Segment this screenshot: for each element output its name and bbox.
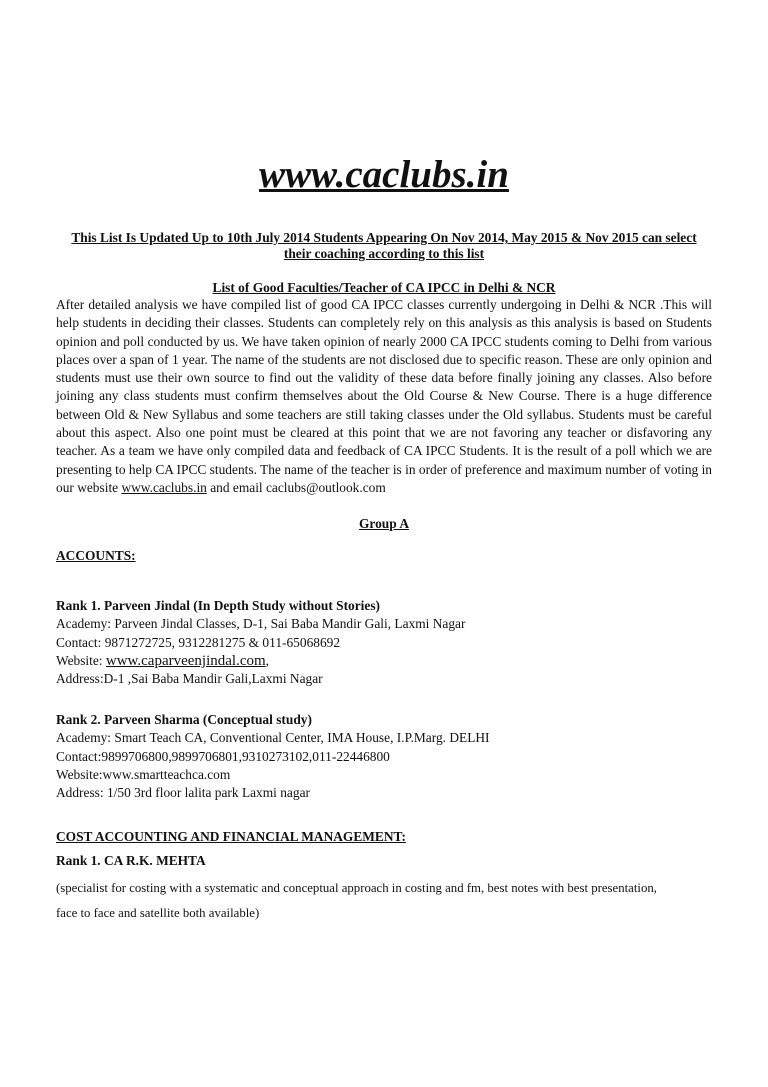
rank-title: Rank 2. Parveen Sharma (Conceptual study) <box>56 712 312 727</box>
intro-paragraph <box>56 296 712 497</box>
accounts-rank-2 <box>56 711 716 802</box>
group-a-heading: Group A <box>359 516 409 531</box>
contact-line: Contact: 9871272725, 9312281275 & 011-65068692 <box>56 634 341 650</box>
academy-line: Academy: Smart Teach CA, Conventional Center, IMA House, I.P.Marg. DELHI <box>56 730 490 746</box>
site-title: www.caclubs.in <box>259 153 509 196</box>
list-heading: List of Good Faculties/Teacher of CA IPCC in Delhi & NCR <box>212 280 556 295</box>
address-line: Address:D-1 ,Sai Baba Mandir Gali,Laxmi Nagar <box>56 671 323 687</box>
website-suffix: , <box>265 652 270 668</box>
website-label: Website: <box>56 652 106 668</box>
intro-site-link[interactable]: www.caclubs.in <box>121 479 207 495</box>
website-link[interactable]: www.caparveenjindal.com <box>105 652 266 669</box>
rank-title: Rank 1. Parveen Jindal (In Depth Study without Stories) <box>56 598 381 613</box>
accounts-heading: ACCOUNTS: <box>56 548 136 563</box>
costing-note-line-1: (specialist for costing with a systematic and conceptual approach in costing and fm, best notes with best presentation, <box>56 881 657 895</box>
intro-text-end: and email caclubs@outlook.com <box>206 479 386 495</box>
address-line: Address: 1/50 3rd floor lalita park Laxmi nagar <box>56 785 310 801</box>
website-line <box>56 652 716 670</box>
costing-rank-1: Rank 1. CA R.K. MEHTA <box>56 853 206 868</box>
costing-note-line-2: face to face and satellite both available) <box>56 906 260 920</box>
update-notice: This List Is Updated Up to 10th July 2014 Students Appearing On Nov 2014, May 2015 & Nov 2015 can select their coaching according to this list <box>71 230 697 261</box>
contact-line: Contact:9899706800,9899706801,9310273102,011-22446800 <box>56 748 390 764</box>
accounts-rank-1 <box>56 597 716 688</box>
intro-text: After detailed analysis we have compiled list of good CA IPCC classes currently undergoing in Delhi & NCR .This will help students in deciding their classes. Students can completely rely on this analysis as this analysis is based on Students opinion and poll conducted by us. We have taken opinion of nearly 2000 CA IPCC students coming to Delhi from various places over a span of 1 year. The name of the students are not disclosed due to specific reason. These are only opinion and students must use their own source to find out the validity of these data before finally joining any classes. Also before joining any class students must confirm themselves about the Old Course & New Course. There is a huge difference between Old & New Syllabus and some teachers are still taking classes under the Old syllabus. Students must be careful about this aspect. Also one point must be cleared at this point that we are not favoring any teacher or disfavoring any teacher. As a team we have only compiled data and feedback of CA IPCC Students. It is the result of a poll which we are presenting to help CA IPCC students. The name of the teacher is in order of preference and maximum number of voting in our website <box>56 297 712 495</box>
costing-heading: COST ACCOUNTING AND FINANCIAL MANAGEMENT: <box>56 829 406 844</box>
website-line: Website:www.smartteachca.com <box>56 766 231 782</box>
academy-line: Academy: Parveen Jindal Classes, D-1, Sai Baba Mandir Gali, Laxmi Nagar <box>56 616 466 632</box>
